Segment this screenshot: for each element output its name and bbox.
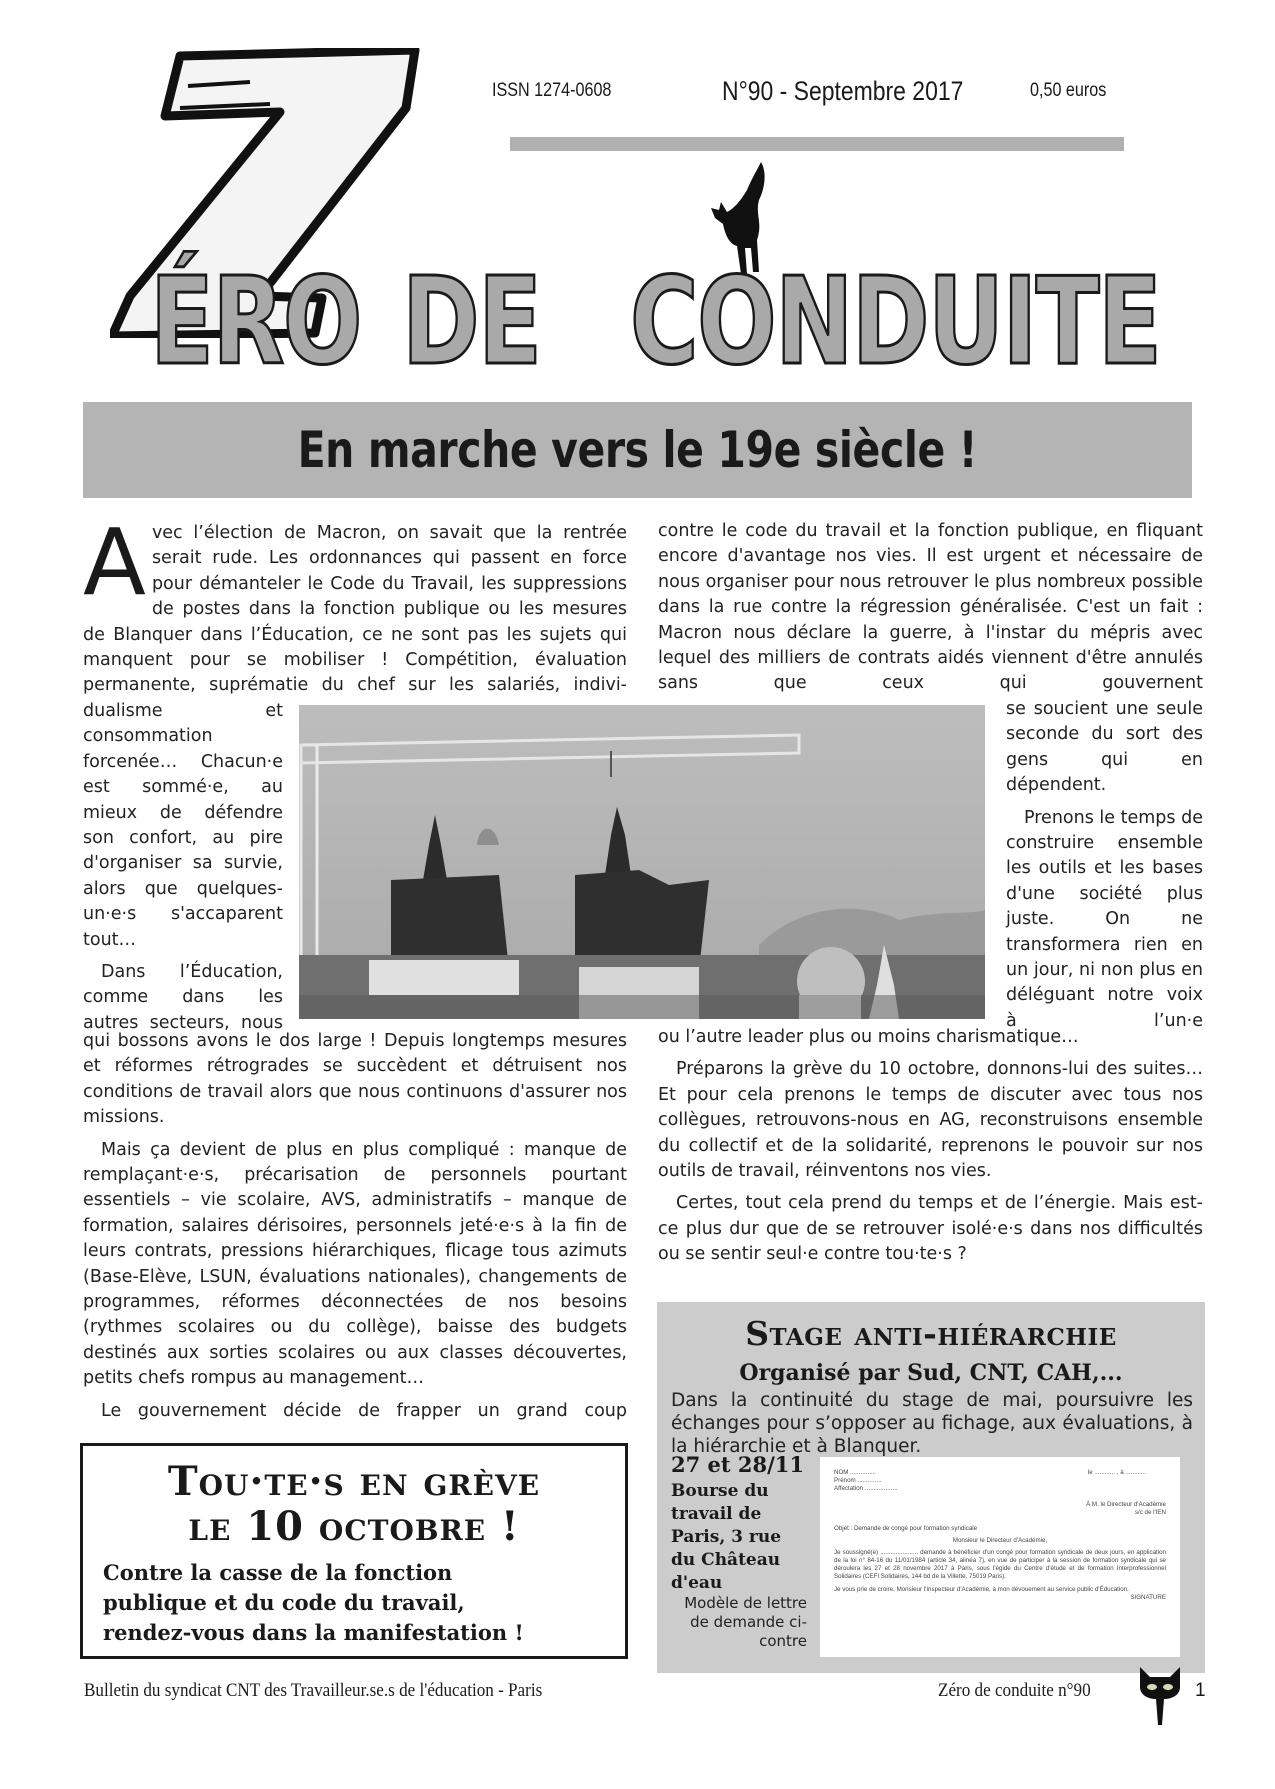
wordmark-ero: ÉRO bbox=[150, 253, 361, 392]
article-paragraph: ou l’autre leader plus ou moins charismatique… bbox=[658, 1027, 1079, 1047]
article-paragraph: Mais ça devient de plus en plus compliqué : manque de remplaçant·e·s, précarisation de personnels pourtant essentiels – vie scolaire, AVS, administratifs – manque de formation, salaires dérisoires, personnels jeté·e·s à la fin de leurs contrats, pressions hiérarchiques, flicage tous azimuts (Base-Elève, LSUN, évaluations nationales), changements de programmes, réformes déconnectées de nos besoins (rythmes scolaires ou du collège), baisse des budgets destinés aux sorties scolaires ou aux classes découvertes, petits chefs rompus au management… bbox=[83, 1139, 627, 1389]
article-paragraph: Certes, tout cela prend du temps et de l’énergie. Mais est-ce plus dur que de se retrouver isolé·e·s dans nos difficultés ou se sentir seul·e contre tou·te·s ? bbox=[658, 1193, 1203, 1265]
article-paragraph: Le gouvernement décide de frapper un grand coup bbox=[101, 1400, 627, 1421]
stage-description bbox=[671, 1389, 1193, 1458]
letter-recipient-via: s/c de l'IEN bbox=[1134, 1509, 1166, 1516]
footer-issue: Zéro de conduite n°90 bbox=[938, 1680, 1091, 1701]
headline: En marche vers le 19e siècle ! bbox=[297, 421, 978, 479]
strike-title-line1: Tou·te·s en grève bbox=[167, 1458, 541, 1505]
article-paragraph: Prenons le temps de construire ensemble les outils et les bases d'une société plus juste. On ne transformera rien en un jour, ni non plus en déléguant notre voix à l’un·e bbox=[1006, 807, 1203, 1031]
article-left-wrap bbox=[83, 699, 283, 1036]
wordmark-de: DE bbox=[402, 253, 541, 392]
masthead-rule bbox=[510, 137, 1124, 151]
strike-callout-box bbox=[80, 1443, 628, 1659]
letter-prenom: Prénom .............. bbox=[834, 1477, 882, 1484]
strike-subtitle-line: rendez-vous dans la manifestation ! bbox=[103, 1620, 524, 1645]
article-right-top bbox=[658, 519, 1203, 697]
price: 0,50 euros bbox=[1030, 80, 1107, 101]
article-paragraph: contre le code du travail et la fonction publique, en fliquant encore d'avantage nos vies. Il est urgent et nécessaire de nous organiser pour nous retrouver le plus nombreux possible dans la rue contre la régression généralisée. C'est un fait : Macron nous déclare la guerre, à l'instar du mépris avec lequel des milliers de contrats aidés viennent d'être annulés sans que ceux qui gouvernent bbox=[658, 521, 1203, 694]
letter-date-place: le ............ , à ............ bbox=[1087, 1469, 1146, 1476]
letter-salutation: Monsieur le Directeur d'Académie, bbox=[952, 1537, 1048, 1544]
stage-description-text: Dans la continuité du stage de mai, poursuivre les échanges pour s’opposer au fichage, aux évaluations, à la hiérarchie et à Blanquer. bbox=[671, 1390, 1193, 1457]
article-left-bottom bbox=[83, 1029, 627, 1424]
strike-subtitle-line: Contre la casse de la fonction bbox=[103, 1560, 453, 1585]
stage-title: Stage anti-hiérarchie bbox=[745, 1314, 1117, 1353]
masthead bbox=[0, 0, 1275, 392]
article-paragraph: se soucient une seule seconde du sort des gens qui en dépendent. bbox=[1006, 699, 1203, 796]
article-right-wrap bbox=[1006, 697, 1203, 1034]
stage-dates: 27 et 28/11 bbox=[671, 1452, 805, 1477]
article-paragraph: qui bossons avons le dos large ! Depuis longtemps mesures et réformes rétrogrades se succèdent et détruisent nos conditions de travail alors que nous continuons d'assurer nos missions. bbox=[83, 1031, 627, 1128]
stage-location: Bourse du travail de Paris, 3 rue du Château d'eau bbox=[671, 1481, 782, 1593]
letter-recipient: À M. le Directeur d'Académie bbox=[1086, 1501, 1166, 1508]
letter-body: Je soussigné(e) ...................... demande à bénéficier d'un congé pour formation syndicale de deux jours, en application de la loi n° 84-16 du 11/01/1984 (article 34, alinéa 7), en vue de participer à la session de formation syndicale qui se déroulera les 27 et 28 novembre 2017 à Paris, sous l'égide du Centre d'étude et de formation Interprofessionnel Solidaires (CEFI Solidaires, 144 bd de la Villette, 75019 Paris). bbox=[834, 1549, 1166, 1580]
strike-subtitle bbox=[103, 1558, 524, 1648]
stage-organizers: Organisé par Sud, CNT, CAH,... bbox=[739, 1360, 1123, 1386]
article-paragraph: vec l’élection de Macron, on savait que la rentrée serait rude. Les ordonnances qui passent en force pour démanteler le Code du Travail, les suppressions de postes dans la fonction publique ou les mesures de Blanquer dans l’Éducation, ce ne sont pas les sujets qui manquent pour se mobiliser ! Compétition, évaluation permanente, suprématie du chef sur les salariés, indivi- bbox=[83, 523, 627, 696]
headline-banner bbox=[83, 402, 1192, 498]
wordmark-conduite: CONDUITE bbox=[630, 253, 1161, 392]
issue-number: N°90 - Septembre 2017 bbox=[722, 76, 964, 106]
article-left-top bbox=[83, 509, 627, 699]
article-right-bottom bbox=[658, 1025, 1203, 1268]
article-paragraph: Préparons la grève du 10 octobre, donnons-lui des suites… Et pour cela prenons le temps de discuter avec tous nos collègues, retrouvons-nous en AG, reconstruisons ensemble du collectif et de la solidarité, reprenons le pouvoir sur nos outils de travail, réinventons nos vies. bbox=[658, 1059, 1203, 1182]
issn: ISSN 1274-0608 bbox=[492, 80, 612, 101]
stage-callout-box bbox=[657, 1302, 1205, 1673]
footer-publisher: Bulletin du syndicat CNT des Travailleur.se.s de l'éducation - Paris bbox=[84, 1680, 543, 1701]
letter-signature: SIGNATURE bbox=[1130, 1594, 1166, 1601]
letter-affectation: Affectation ................... bbox=[834, 1485, 898, 1492]
drop-cap: A bbox=[83, 509, 146, 616]
leave-request-letter bbox=[820, 1457, 1180, 1657]
letter-object: Objet : Demande de congé pour formation syndicale bbox=[834, 1525, 978, 1532]
strike-title-line2: le 10 octobre ! bbox=[188, 1503, 520, 1550]
letter-nom: NOM ............... bbox=[834, 1469, 876, 1476]
stage-letter-note: Modèle de lettre de demande ci-contre bbox=[684, 1594, 807, 1650]
rooftop-chariot-statues-photo bbox=[299, 705, 985, 1019]
article-paragraph: dualisme et consommation forcenée… Chacun·e est sommé·e, au mieux de défendre son confort, au pire d'organiser sa survie, alors que quelques-un·e·s s'accaparent tout… bbox=[83, 701, 283, 950]
strike-subtitle-line: publique et du code du travail, bbox=[103, 1590, 465, 1615]
page-number: 1 bbox=[1195, 1680, 1206, 1701]
article-paragraph: Dans l’Éducation, comme dans les autres secteurs, nous bbox=[83, 962, 283, 1033]
black-cat-face-icon bbox=[1136, 1665, 1184, 1727]
letter-closing: Je vous prie de croire, Monsieur l'Inspecteur d'Académie, à mon dévouement au service public d'Éducation. bbox=[834, 1586, 1129, 1593]
